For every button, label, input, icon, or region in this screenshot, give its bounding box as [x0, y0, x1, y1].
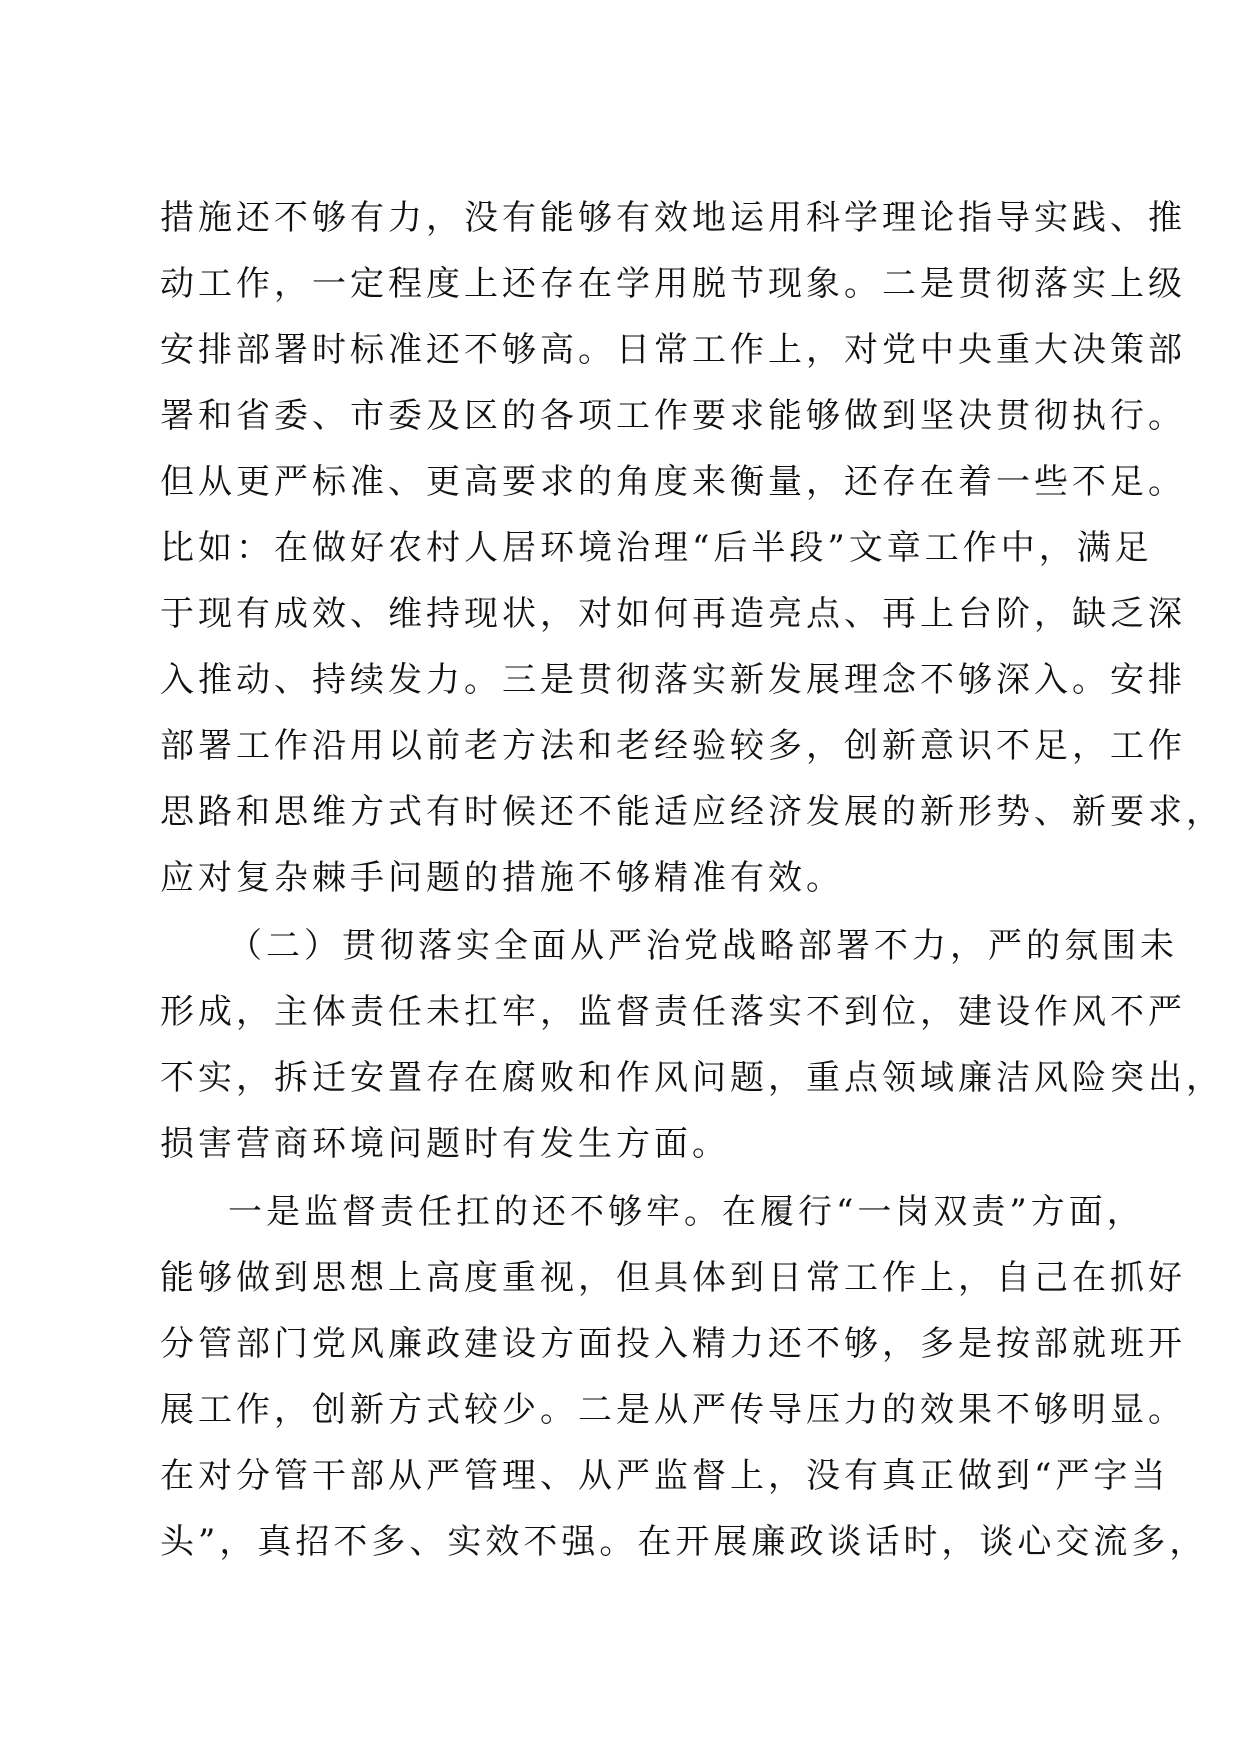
section-heading-line: 形成，主体责任未扛牢，监督责任落实不到位，建设作风不严: [160, 992, 1186, 1032]
text-line: 安排部署时标准还不够高。日常工作上，对党中央重大决策部: [160, 330, 1186, 370]
text-line: 能够做到思想上高度重视，但具体到日常工作上，自己在抓好: [160, 1258, 1186, 1298]
text-line: 展工作，创新方式较少。二是从严传导压力的效果不够明显。: [160, 1390, 1186, 1430]
text-line: 动工作，一定程度上还存在学用脱节现象。二是贯彻落实上级: [160, 264, 1186, 304]
document-body: [160, 185, 1224, 1575]
text-line: 措施还不够有力，没有能够有效地运用科学理论指导实践、推: [160, 198, 1186, 238]
section-heading-line: 损害营商环境问题时有发生方面。: [160, 1124, 730, 1164]
text-line: 分管部门党风廉政建设方面投入精力还不够，多是按部就班开: [160, 1324, 1186, 1364]
section-heading-line: （二）贯彻落实全面从严治党战略部署不力，严的氛围未: [228, 926, 1178, 966]
text-line: 头”，真招不多、实效不强。在开展廉政谈话时，谈心交流多，: [160, 1522, 1208, 1562]
text-line: 但从更严标准、更高要求的角度来衡量，还存在着一些不足。: [160, 462, 1186, 502]
text-line: 思路和思维方式有时候还不能适应经济发展的新形势、新要求，: [160, 792, 1224, 832]
text-line: 入推动、持续发力。三是贯彻落实新发展理念不够深入。安排: [160, 660, 1186, 700]
text-line: 应对复杂棘手问题的措施不够精准有效。: [160, 858, 844, 898]
text-line: 在对分管干部从严管理、从严监督上，没有真正做到“严字当: [160, 1456, 1170, 1496]
text-line: 比如：在做好农村人居环境治理“后半段”文章工作中，满足: [160, 528, 1153, 568]
text-line: 一是监督责任扛的还不够牢。在履行“一岗双责”方面，: [228, 1192, 1145, 1232]
text-line: 部署工作沿用以前老方法和老经验较多，创新意识不足，工作: [160, 726, 1186, 766]
text-line: 署和省委、市委及区的各项工作要求能够做到坚决贯彻执行。: [160, 396, 1186, 436]
text-line: 于现有成效、维持现状，对如何再造亮点、再上台阶，缺乏深: [160, 594, 1186, 634]
section-heading-line: 不实，拆迁安置存在腐败和作风问题，重点领域廉洁风险突出，: [160, 1058, 1224, 1098]
